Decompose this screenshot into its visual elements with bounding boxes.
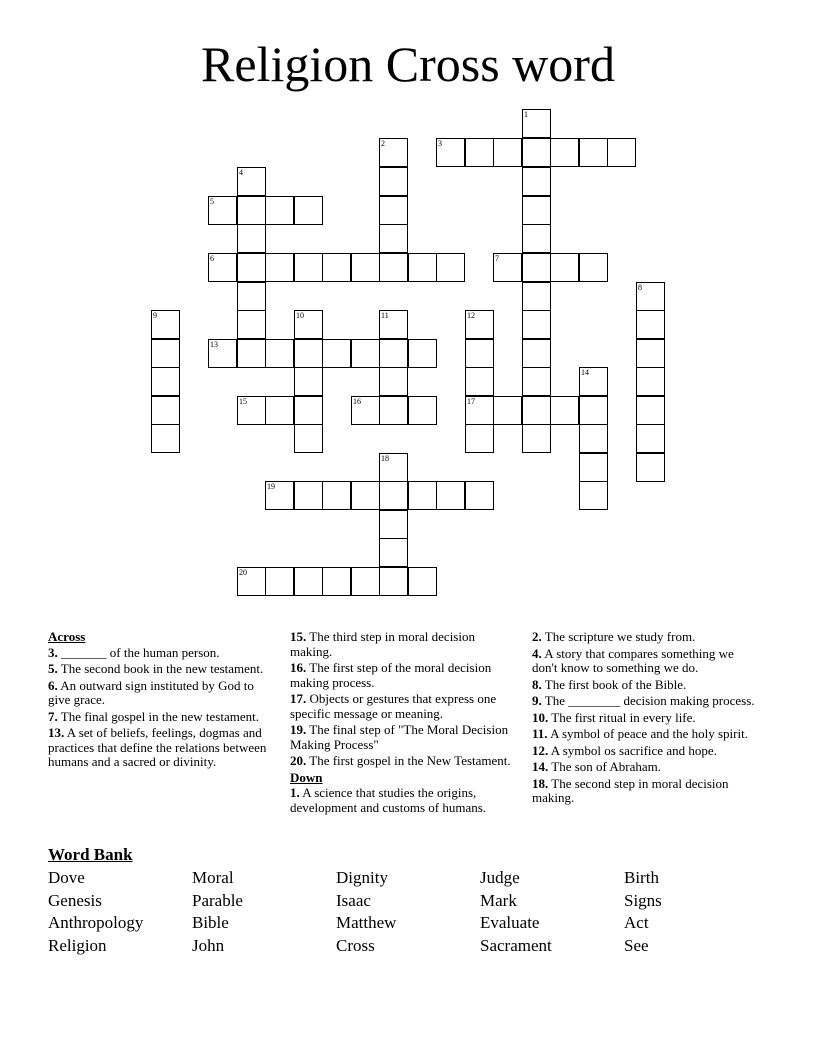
word-bank-item: Religion <box>48 936 107 956</box>
word-bank-item: Mark <box>480 890 517 910</box>
grid-cell[interactable] <box>379 567 408 596</box>
clue-number: 7. <box>48 708 58 724</box>
grid-cell[interactable] <box>522 253 551 282</box>
clue <box>532 727 757 742</box>
grid-cell[interactable] <box>550 396 579 425</box>
grid-cell[interactable] <box>636 453 665 482</box>
grid-cell[interactable] <box>465 367 494 396</box>
grid-cell[interactable] <box>550 138 579 167</box>
clue-text: Objects or gestures that express one specific message or meaning. <box>290 691 497 721</box>
word-bank-item: Parable <box>192 890 243 910</box>
grid-cell[interactable] <box>294 196 323 225</box>
word-bank-item: Sacrament <box>480 936 552 956</box>
clue <box>48 726 273 770</box>
clue-number: 15. <box>290 629 307 644</box>
clue-number: 4. <box>532 645 542 661</box>
across-heading: Across <box>48 629 86 644</box>
grid-cell[interactable] <box>379 339 408 368</box>
grid-cell[interactable] <box>636 339 665 368</box>
word-bank-item: Bible <box>192 913 229 933</box>
grid-cell[interactable] <box>465 339 494 368</box>
clue <box>532 777 757 806</box>
grid-cell[interactable] <box>379 196 408 225</box>
clue-text: The first step of the moral decision making process. <box>290 660 492 690</box>
grid-cell[interactable] <box>408 253 437 282</box>
grid-cell[interactable] <box>322 339 351 368</box>
clue-number: 15 <box>239 397 247 406</box>
grid-cell[interactable] <box>294 339 323 368</box>
grid-cell[interactable] <box>151 339 180 368</box>
clue-number: 9. <box>532 693 542 708</box>
grid-cell[interactable] <box>550 253 579 282</box>
word-bank-item: Cross <box>336 936 375 956</box>
grid-cell[interactable] <box>294 253 323 282</box>
grid-cell[interactable] <box>408 481 437 510</box>
clue <box>290 661 515 690</box>
clue-number: 5. <box>48 661 58 676</box>
grid-cell[interactable] <box>636 367 665 396</box>
grid-cell[interactable] <box>351 567 380 596</box>
clue-text: The first book of the Bible. <box>541 676 687 692</box>
word-bank-item: Anthropology <box>48 913 144 933</box>
grid-cell[interactable] <box>379 367 408 396</box>
clue-text: A symbol of peace and the holy spirit. <box>547 726 748 741</box>
clue-number: 14. <box>532 759 549 774</box>
grid-cell[interactable] <box>408 396 437 425</box>
clue-text: The first ritual in every life. <box>548 709 696 725</box>
grid-cell[interactable] <box>237 282 266 311</box>
clue-text: The final gospel in the new testament. <box>57 708 259 724</box>
grid-cell[interactable] <box>351 253 380 282</box>
grid-cell[interactable] <box>522 367 551 396</box>
grid-cell[interactable] <box>522 196 551 225</box>
grid-cell[interactable] <box>294 481 323 510</box>
clue-number: 1. <box>290 785 300 800</box>
clue <box>290 786 515 815</box>
clue-text: The ________ decision making process. <box>541 693 755 708</box>
clue-number: 2 <box>381 139 385 148</box>
grid-cell[interactable] <box>522 339 551 368</box>
grid-cell[interactable] <box>379 224 408 253</box>
clue-text: The final step of "The Moral Decision Making Process" <box>290 722 509 752</box>
clue <box>290 692 515 721</box>
clue-text: The second book in the new testament. <box>57 661 264 676</box>
clue-number: 18 <box>381 454 389 463</box>
clue <box>532 647 757 676</box>
grid-cell[interactable] <box>237 339 266 368</box>
grid-cell[interactable] <box>151 367 180 396</box>
clue-text: A story that compares something we don't know to something we do. <box>532 645 734 675</box>
clue-number: 11 <box>381 311 389 320</box>
clue <box>290 723 515 752</box>
grid-cell[interactable] <box>322 567 351 596</box>
clue-number: 16 <box>353 397 361 406</box>
clue-text: The second step in moral decision making. <box>532 775 729 805</box>
grid-cell[interactable] <box>493 138 522 167</box>
grid-cell[interactable] <box>351 339 380 368</box>
clue-text: _______ of the human person. <box>57 644 220 660</box>
clue-number: 2. <box>532 629 542 644</box>
grid-cell[interactable] <box>379 481 408 510</box>
word-bank-item: John <box>192 936 225 956</box>
clue-number: 1 <box>524 110 528 119</box>
clue-text: The first gospel in the New Testament. <box>306 753 511 768</box>
page-title: Religion Cross word <box>201 36 615 92</box>
clue <box>48 662 273 677</box>
clue <box>48 646 273 661</box>
clue-text: The third step in moral decision making. <box>290 629 475 659</box>
clue-number: 8. <box>532 676 542 692</box>
clue-number: 17. <box>290 691 307 706</box>
grid-cell[interactable] <box>522 310 551 339</box>
grid-cell[interactable] <box>379 167 408 196</box>
grid-cell[interactable] <box>522 167 551 196</box>
clue-number: 16. <box>290 660 307 675</box>
grid-cell[interactable] <box>151 396 180 425</box>
grid-cell[interactable] <box>493 396 522 425</box>
clue-text: An outward sign instituted by God to give grace. <box>48 677 254 707</box>
clue-number: 14 <box>581 368 589 377</box>
clue-number: 3 <box>438 139 442 148</box>
grid-cell[interactable] <box>294 396 323 425</box>
clue-number: 12. <box>532 742 549 758</box>
grid-cell[interactable] <box>408 339 437 368</box>
grid-cell[interactable] <box>322 481 351 510</box>
clue <box>532 711 757 726</box>
grid-cell[interactable] <box>237 224 266 253</box>
clue-number: 6. <box>48 677 58 693</box>
grid-cell[interactable] <box>522 424 551 453</box>
grid-cell[interactable] <box>237 196 266 225</box>
clue <box>48 679 273 708</box>
word-bank-item: Signs <box>624 890 662 910</box>
clue-number: 17 <box>467 397 475 406</box>
grid-cell[interactable] <box>579 424 608 453</box>
clue <box>532 760 757 775</box>
word-bank-item: Isaac <box>336 890 371 910</box>
grid-cell[interactable] <box>294 567 323 596</box>
clue <box>532 630 757 645</box>
clue-number: 3. <box>48 644 58 660</box>
word-bank <box>48 867 768 958</box>
grid-cell[interactable] <box>151 424 180 453</box>
clue-number: 20. <box>290 753 307 768</box>
grid-cell[interactable] <box>607 138 636 167</box>
grid-cell[interactable] <box>294 424 323 453</box>
clue <box>532 744 757 759</box>
clue-number: 10 <box>296 311 304 320</box>
word-bank-item: Genesis <box>48 890 102 910</box>
grid-cell[interactable] <box>379 538 408 567</box>
grid-cell[interactable] <box>465 481 494 510</box>
grid-cell[interactable] <box>265 339 294 368</box>
down-heading: Down <box>290 769 323 785</box>
grid-cell[interactable] <box>436 481 465 510</box>
clue-number: 10. <box>532 709 549 725</box>
grid-cell[interactable] <box>579 453 608 482</box>
clue-number: 13. <box>48 725 65 740</box>
clue-text: A symbol os sacrifice and hope. <box>548 742 717 758</box>
grid-cell[interactable] <box>379 396 408 425</box>
grid-cell[interactable] <box>522 282 551 311</box>
grid-cell[interactable] <box>465 424 494 453</box>
grid-cell[interactable] <box>379 510 408 539</box>
clue-number: 20 <box>239 568 247 577</box>
grid-cell[interactable] <box>636 310 665 339</box>
clue-number: 7 <box>495 254 499 263</box>
word-bank-item: See <box>624 936 649 956</box>
grid-cell[interactable] <box>522 224 551 253</box>
word-bank-item: Judge <box>480 868 520 887</box>
grid-cell[interactable] <box>265 196 294 225</box>
word-bank-item: Act <box>624 913 649 933</box>
grid-cell[interactable] <box>579 138 608 167</box>
grid-cell[interactable] <box>322 253 351 282</box>
grid-cell[interactable] <box>522 396 551 425</box>
word-bank-title: Word Bank <box>48 845 133 864</box>
clue-number: 13 <box>210 340 218 349</box>
word-bank-item: Dove <box>48 868 85 887</box>
grid-cell[interactable] <box>636 396 665 425</box>
word-bank-item: Birth <box>624 868 659 887</box>
clue-number: 4 <box>239 168 243 177</box>
clue <box>290 630 515 659</box>
clue-text: A science that studies the origins, development and customs of humans. <box>290 785 487 815</box>
grid-cell[interactable] <box>579 253 608 282</box>
grid-cell[interactable] <box>465 138 494 167</box>
clue <box>532 694 757 709</box>
clue <box>532 678 757 693</box>
clue-text: The scripture we study from. <box>541 629 696 644</box>
clue <box>48 710 273 725</box>
clue-text: A set of beliefs, feelings, dogmas and practices that define the relations between humans and a sacred or divinity. <box>48 725 267 769</box>
clue-number: 19. <box>290 722 307 737</box>
grid-cell[interactable] <box>636 424 665 453</box>
clue <box>290 754 515 769</box>
grid-cell[interactable] <box>408 567 437 596</box>
grid-cell[interactable] <box>265 396 294 425</box>
clue-number: 5 <box>210 197 214 206</box>
clue-number: 19 <box>267 482 275 491</box>
grid-cell[interactable] <box>265 567 294 596</box>
grid-cell[interactable] <box>379 253 408 282</box>
clue-number: 11. <box>532 726 548 741</box>
grid-cell[interactable] <box>294 367 323 396</box>
clue-number: 6 <box>210 254 214 263</box>
word-bank-item: Dignity <box>336 868 388 887</box>
grid-cell[interactable] <box>237 310 266 339</box>
grid-cell[interactable] <box>522 138 551 167</box>
grid-cell[interactable] <box>436 253 465 282</box>
clues-column-3 <box>532 630 757 808</box>
grid-cell[interactable] <box>237 253 266 282</box>
grid-cell[interactable] <box>579 396 608 425</box>
grid-cell[interactable] <box>579 481 608 510</box>
clues-column-2 <box>290 630 515 817</box>
clue-number: 9 <box>153 311 157 320</box>
clue-number: 18. <box>532 775 549 791</box>
grid-cell[interactable] <box>351 481 380 510</box>
word-bank-item: Matthew <box>336 913 397 933</box>
clue-text: The son of Abraham. <box>548 759 662 774</box>
grid-cell[interactable] <box>265 253 294 282</box>
clue-number: 12 <box>467 311 475 320</box>
clue-number: 8 <box>638 283 642 292</box>
word-bank-item: Evaluate <box>480 913 540 933</box>
word-bank-item: Moral <box>192 868 234 887</box>
clues-column-1 <box>48 630 273 772</box>
